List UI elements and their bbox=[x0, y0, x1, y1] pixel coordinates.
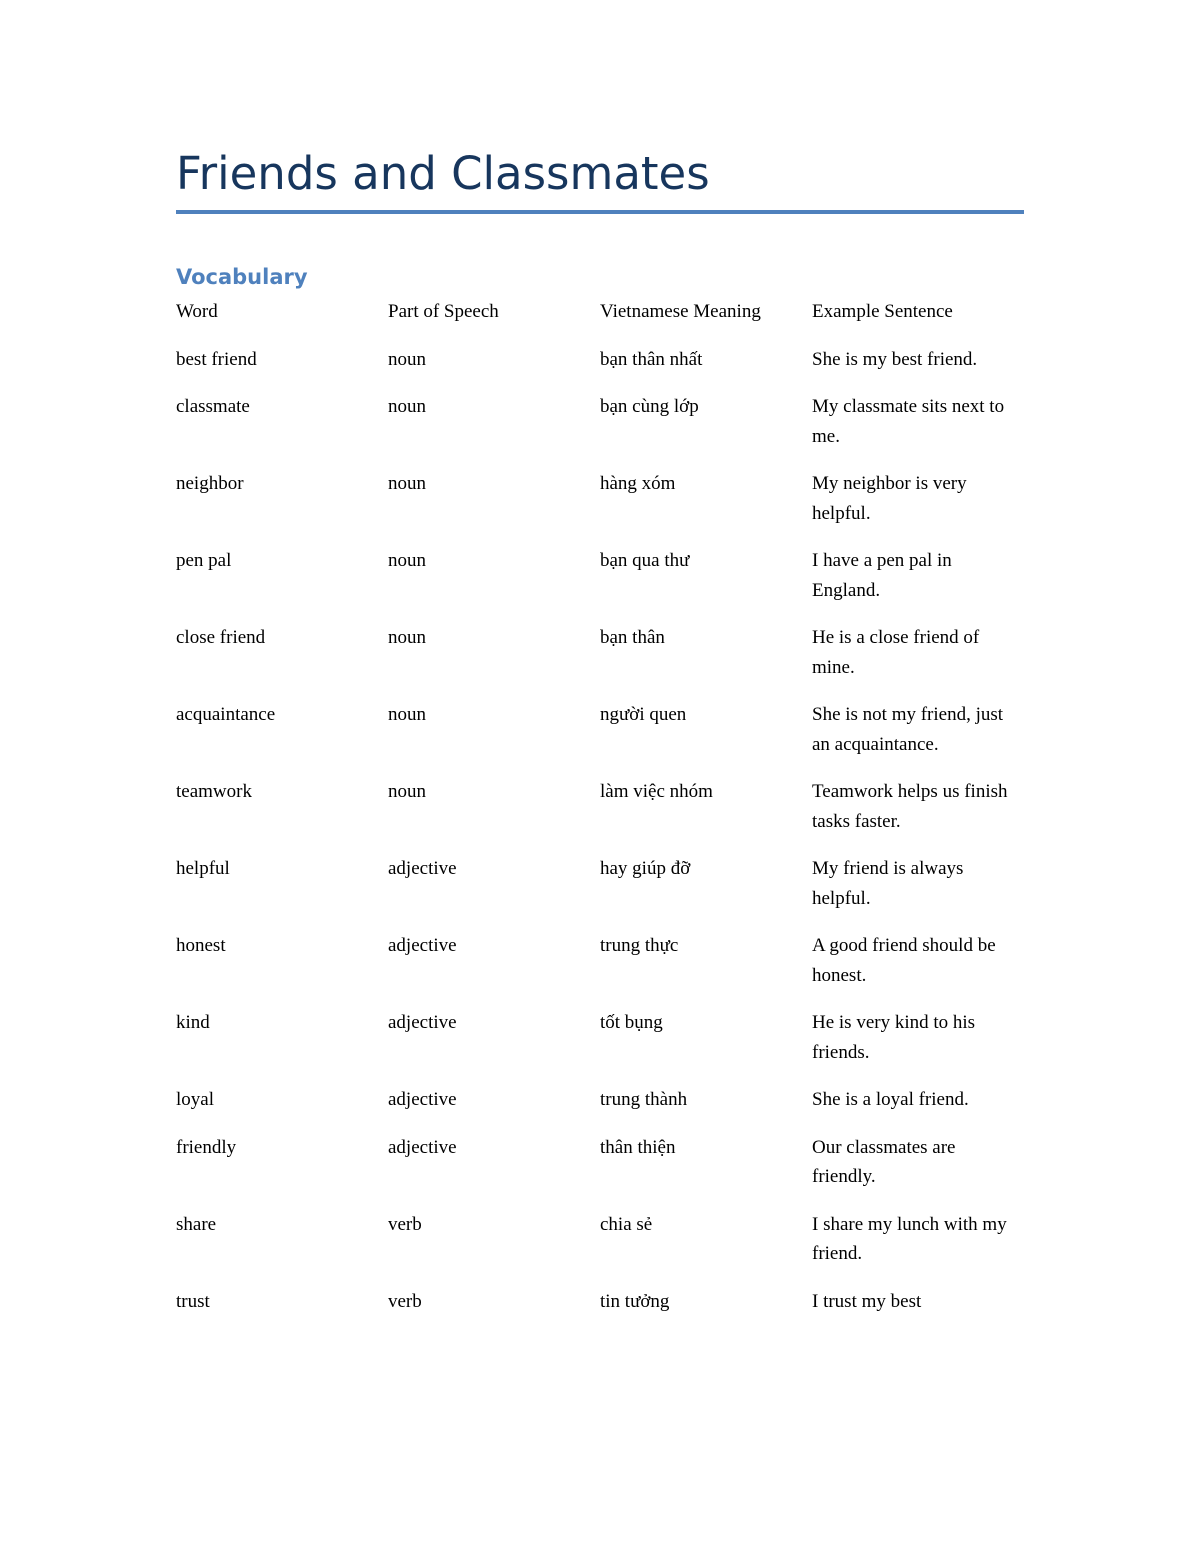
cell-word: kind bbox=[176, 1012, 210, 1033]
document-title: Friends and Classmates bbox=[176, 147, 710, 200]
table-row bbox=[176, 546, 1024, 623]
cell-part-of-speech: noun bbox=[388, 396, 426, 417]
cell-vietnamese-meaning: làm việc nhóm bbox=[600, 781, 713, 802]
table-row bbox=[176, 1133, 1024, 1210]
cell-example-sentence: My classmate sits next to me. bbox=[812, 396, 1005, 447]
cell-example-sentence: She is not my friend, just an acquaintance. bbox=[812, 704, 1004, 755]
cell-word: classmate bbox=[176, 396, 250, 417]
cell-vietnamese-meaning: trung thành bbox=[600, 1089, 688, 1110]
cell-part-of-speech: noun bbox=[388, 627, 426, 648]
vocabulary-table bbox=[176, 297, 1024, 1334]
cell-part-of-speech: verb bbox=[388, 1290, 422, 1312]
table-header-row bbox=[176, 297, 1024, 345]
cell-word: close friend bbox=[176, 627, 266, 648]
cell-part-of-speech: noun bbox=[388, 781, 426, 802]
cell-vietnamese-meaning: hay giúp đỡ bbox=[600, 858, 691, 879]
cell-word: trust bbox=[176, 1290, 210, 1312]
table-row bbox=[176, 623, 1024, 700]
cell-vietnamese-meaning: chia sẻ bbox=[600, 1213, 653, 1235]
cell-part-of-speech: adjective bbox=[388, 1136, 457, 1158]
cell-word: honest bbox=[176, 935, 226, 956]
header-vietnamese-meaning: Vietnamese Meaning bbox=[600, 301, 761, 322]
cell-example-sentence: She is a loyal friend. bbox=[812, 1089, 969, 1110]
cell-word: friendly bbox=[176, 1136, 237, 1158]
cell-part-of-speech: adjective bbox=[388, 1089, 457, 1110]
cell-part-of-speech: noun bbox=[388, 473, 426, 494]
cell-example-sentence: My neighbor is very helpful. bbox=[812, 473, 967, 524]
cell-part-of-speech: noun bbox=[388, 704, 426, 725]
section-heading-vocabulary: Vocabulary bbox=[176, 265, 308, 289]
cell-vietnamese-meaning: bạn thân bbox=[600, 627, 665, 648]
cell-vietnamese-meaning: bạn thân nhất bbox=[600, 348, 703, 370]
table-row bbox=[176, 345, 1024, 393]
table-row bbox=[176, 931, 1024, 1008]
cell-part-of-speech: verb bbox=[388, 1213, 422, 1235]
cell-word: acquaintance bbox=[176, 704, 276, 725]
vocabulary-table-body bbox=[176, 345, 1024, 1335]
cell-example-sentence: Teamwork helps us finish tasks faster. bbox=[812, 781, 1008, 832]
table-row bbox=[176, 1287, 1024, 1335]
cell-word: share bbox=[176, 1213, 217, 1235]
table-row bbox=[176, 1085, 1024, 1133]
document-page bbox=[176, 0, 1024, 1553]
cell-example-sentence: A good friend should be honest. bbox=[812, 935, 996, 986]
table-row bbox=[176, 469, 1024, 546]
cell-part-of-speech: adjective bbox=[388, 1012, 457, 1033]
cell-word: pen pal bbox=[176, 550, 232, 571]
cell-vietnamese-meaning: người quen bbox=[600, 704, 687, 725]
cell-word: best friend bbox=[176, 348, 257, 370]
cell-vietnamese-meaning: trung thực bbox=[600, 935, 679, 956]
cell-vietnamese-meaning: tin tưởng bbox=[600, 1290, 670, 1312]
cell-word: loyal bbox=[176, 1089, 214, 1110]
table-row bbox=[176, 1210, 1024, 1287]
cell-word: teamwork bbox=[176, 781, 252, 802]
table-row bbox=[176, 1008, 1024, 1085]
cell-vietnamese-meaning: bạn qua thư bbox=[600, 550, 690, 571]
table-row bbox=[176, 854, 1024, 931]
cell-vietnamese-meaning: tốt bụng bbox=[600, 1012, 663, 1033]
table-row bbox=[176, 777, 1024, 854]
header-part-of-speech: Part of Speech bbox=[388, 301, 499, 322]
cell-part-of-speech: adjective bbox=[388, 858, 457, 879]
cell-vietnamese-meaning: hàng xóm bbox=[600, 473, 676, 494]
cell-example-sentence: I trust my best bbox=[812, 1290, 922, 1312]
cell-part-of-speech: adjective bbox=[388, 935, 457, 956]
table-row bbox=[176, 392, 1024, 469]
cell-example-sentence: My friend is always helpful. bbox=[812, 858, 964, 909]
table-row bbox=[176, 700, 1024, 777]
header-example-sentence: Example Sentence bbox=[812, 301, 953, 322]
cell-part-of-speech: noun bbox=[388, 348, 426, 370]
header-word: Word bbox=[176, 301, 218, 322]
cell-word: helpful bbox=[176, 858, 230, 879]
cell-vietnamese-meaning: thân thiện bbox=[600, 1136, 676, 1158]
cell-example-sentence: I have a pen pal in England. bbox=[812, 550, 952, 601]
title-underline-rule bbox=[176, 210, 1024, 214]
cell-example-sentence: I share my lunch with my friend. bbox=[812, 1213, 1007, 1264]
cell-example-sentence: He is a close friend of mine. bbox=[812, 627, 980, 678]
cell-word: neighbor bbox=[176, 473, 244, 494]
cell-example-sentence: He is very kind to his friends. bbox=[812, 1012, 976, 1063]
cell-example-sentence: Our classmates are friendly. bbox=[812, 1136, 956, 1187]
cell-example-sentence: She is my best friend. bbox=[812, 348, 978, 370]
cell-part-of-speech: noun bbox=[388, 550, 426, 571]
cell-vietnamese-meaning: bạn cùng lớp bbox=[600, 396, 699, 417]
